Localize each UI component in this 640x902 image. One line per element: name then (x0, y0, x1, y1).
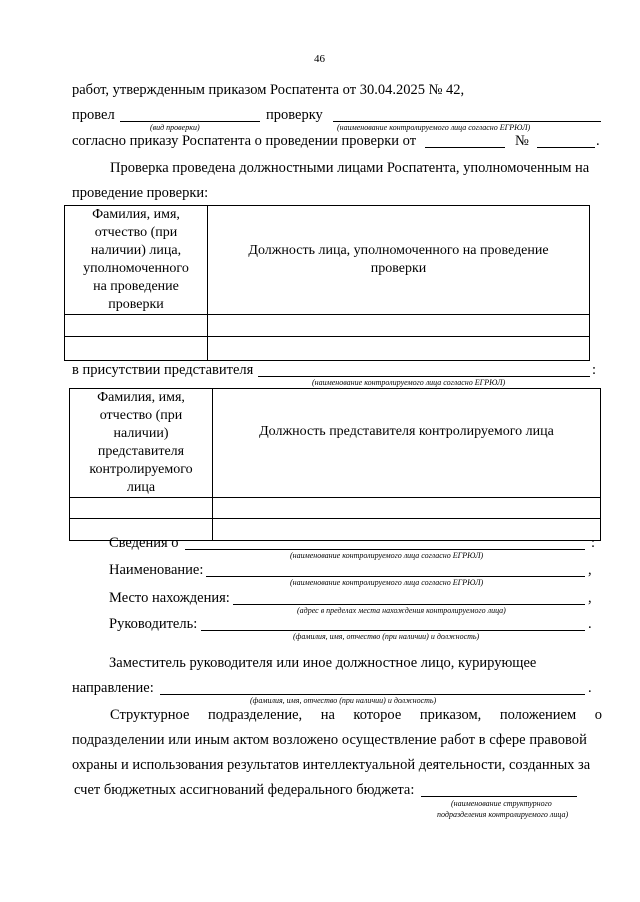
table-cell[interactable] (213, 519, 601, 541)
deputy-label: направление: (72, 680, 154, 696)
order-date-line (425, 147, 505, 148)
order-end-dot: . (596, 133, 600, 149)
table-cell[interactable] (65, 337, 208, 361)
structural-line2: подразделении или иным актом возложено осуществление работ в сфере правовой (72, 732, 587, 748)
page-number: 46 (314, 53, 325, 65)
structural-unit-line (421, 796, 577, 797)
paragraph-inspection-2: проведение проверки: (72, 185, 209, 201)
structural-line1: Структурное подразделение, на которое приказом, положением о (110, 707, 602, 723)
structural-line4: счет бюджетных ассигнований федерального бюджета: (74, 782, 415, 798)
table-cell[interactable] (213, 498, 601, 519)
check-type-line (120, 121, 260, 122)
location-line (233, 604, 585, 605)
order-line: согласно приказу Роспатента о проведении проверки от (72, 133, 417, 149)
name-end: , (588, 562, 592, 578)
deputy-caption: (фамилия, имя, отчество (при наличии) и должность) (250, 696, 437, 705)
paragraph-inspection-1: Проверка проведена должностными лицами Роспатента, уполномоченным на (110, 160, 590, 176)
table-cell[interactable] (208, 315, 590, 337)
head-label: Руководитель: (109, 616, 198, 632)
representative-col-position-header: Должность представителя контролируемого лица (213, 389, 601, 498)
presence-label: в присутствии представителя (72, 362, 254, 378)
deputy-end: . (588, 680, 592, 696)
info-line (185, 549, 585, 550)
conducted-label: провел (72, 107, 115, 123)
controlled-entity-line (333, 121, 601, 122)
presence-colon: : (592, 362, 597, 378)
info-label: Сведения о (109, 535, 179, 551)
order-number-sign: № (515, 133, 529, 149)
location-label: Место нахождения: (109, 590, 230, 606)
head-line (201, 630, 585, 631)
deputy-line1: Заместитель руководителя или иное должностное лицо, курирующее (109, 655, 537, 671)
presence-caption: (наименование контролируемого лица согласно ЕГРЮЛ) (312, 378, 506, 387)
head-caption: (фамилия, имя, отчество (при наличии) и должность) (293, 632, 480, 641)
structural-caption-2: подразделения контролируемого лица) (437, 810, 569, 819)
inspectors-table (64, 205, 590, 361)
controlled-entity-caption: (наименование контролируемого лица согласно ЕГРЮЛ) (337, 123, 531, 132)
intro-line: работ, утвержденным приказом Роспатента от 30.04.2025 № 42, (72, 82, 465, 98)
check-label: проверку (266, 107, 323, 123)
name-label: Наименование: (109, 562, 204, 578)
inspectors-col-position-header: Должность лица, уполномоченного на проведение проверки (208, 206, 590, 315)
presence-line (258, 376, 590, 377)
info-caption: (наименование контролируемого лица согласно ЕГРЮЛ) (290, 551, 484, 560)
order-number-line (537, 147, 595, 148)
name-caption: (наименование контролируемого лица согласно ЕГРЮЛ) (290, 578, 484, 587)
structural-caption-1: (наименование структурного (451, 799, 552, 808)
name-line (206, 576, 585, 577)
representative-table (69, 388, 601, 541)
head-end: . (588, 616, 592, 632)
deputy-line (160, 694, 585, 695)
location-end: , (588, 590, 592, 606)
table-cell[interactable] (70, 498, 213, 519)
info-colon: : (591, 535, 596, 551)
representative-col-name-header: Фамилия, имя, отчество (при наличии) представителя контролируемого лица (70, 389, 213, 498)
inspectors-col-name-header: Фамилия, имя, отчество (при наличии) лица, уполномоченного на проведение проверки (65, 206, 208, 315)
table-cell[interactable] (65, 315, 208, 337)
table-cell[interactable] (208, 337, 590, 361)
location-caption: (адрес в пределах места нахождения контролируемого лица) (297, 606, 506, 615)
structural-line3: охраны и использования результатов интеллектуальной деятельности, созданных за (72, 757, 591, 773)
check-type-caption: (вид проверки) (150, 123, 200, 132)
